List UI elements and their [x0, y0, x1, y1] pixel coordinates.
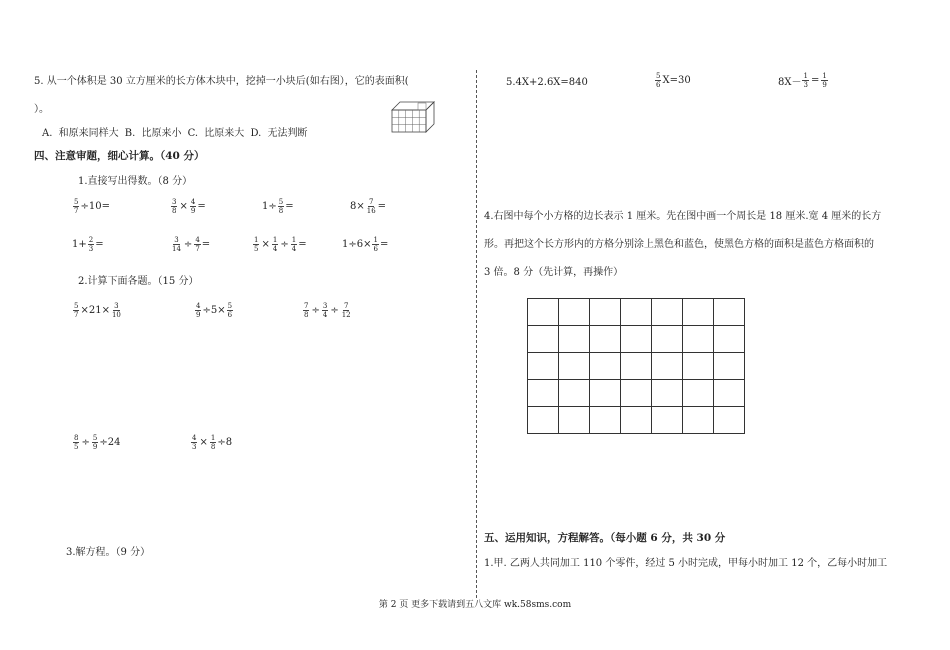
grid-cell[interactable] [621, 299, 652, 326]
grid-cell[interactable] [590, 380, 621, 407]
grid-cell[interactable] [590, 326, 621, 353]
grid-cell[interactable] [559, 326, 590, 353]
q4-line1: 4.右图中每个小方格的边长表示 1 厘米。先在图中画一个周长是 18 厘米.宽 4 厘米的长方 [484, 211, 882, 222]
grid-row [528, 407, 745, 434]
grid-cell[interactable] [714, 407, 745, 434]
q5-line1: 5. 从一个体积是 30 立方厘米的长方体木块中，挖掉一小块后(如右图），它的表面积( [34, 76, 409, 87]
grid-cell[interactable] [652, 353, 683, 380]
grid-cell[interactable] [528, 407, 559, 434]
grid-cell[interactable] [528, 326, 559, 353]
p1-expr-6: $\frac{3}{14}$ ÷ $\frac{4}{7}$ = [172, 236, 211, 253]
p1-expr-3: 1÷ $\frac{5}{8}$ = [262, 198, 294, 215]
p1-expr-8: 1÷6× $\frac{1}{6}$ = [342, 236, 389, 253]
grid-cell[interactable] [714, 326, 745, 353]
p1-expr-2: $\frac{3}{8}$ × $\frac{4}{9}$ = [172, 198, 206, 215]
q4-line2: 形。再把这个长方形内的方格分别涂上黑色和蓝色，使黑色方格的面积是蓝色方格面积的 [484, 239, 874, 250]
grid-cell[interactable] [683, 380, 714, 407]
cuboid-figure [390, 100, 436, 134]
grid-cell[interactable] [621, 407, 652, 434]
grid-cell[interactable] [528, 380, 559, 407]
grid-cell[interactable] [683, 353, 714, 380]
grid-cell[interactable] [714, 353, 745, 380]
grid-row [528, 326, 745, 353]
p1-expr-7: $\frac{1}{5}$ × $\frac{1}{4}$ ÷ $\frac{1}{4}$ = [254, 236, 307, 253]
p1-expr-1: $\frac{5}{7}$ ÷10= [74, 198, 110, 215]
grid-cell[interactable] [652, 407, 683, 434]
grid-cell[interactable] [621, 380, 652, 407]
grid-cell[interactable] [652, 380, 683, 407]
section5-q1: 1.甲. 乙两人共同加工 110 个零件，经过 5 小时完成，甲每小时加工 12 个，乙每小时加工 [484, 558, 888, 569]
grid-cell[interactable] [590, 353, 621, 380]
p2-expr-3: $\frac{7}{8}$ ÷ $\frac{3}{4}$ ÷ $\frac{7}{12}$ [304, 302, 351, 319]
grid-cell[interactable] [559, 380, 590, 407]
grid-cell[interactable] [621, 353, 652, 380]
square-grid[interactable] [527, 298, 745, 434]
p2-expr-2: $\frac{4}{9}$ ÷5× $\frac{5}{6}$ [196, 302, 233, 319]
q4-line3: 3 倍。8 分（先计算，再操作） [484, 267, 624, 278]
column-divider [476, 70, 477, 598]
equation-2: $\frac{5}{6}$ X=30 [656, 72, 691, 89]
grid-cell[interactable] [590, 407, 621, 434]
grid-row [528, 299, 745, 326]
grid-cell[interactable] [652, 326, 683, 353]
section4-title: 四、注意审题，细心计算。（40 分） [34, 150, 205, 162]
p2-expr-1: $\frac{5}{7}$ ×21× $\frac{3}{10}$ [74, 302, 121, 319]
grid-cell[interactable] [683, 407, 714, 434]
part3-title: 3.解方程。（9 分） [66, 547, 151, 558]
grid-cell[interactable] [528, 299, 559, 326]
grid-cell[interactable] [528, 353, 559, 380]
grid-cell[interactable] [559, 353, 590, 380]
grid-cell[interactable] [683, 326, 714, 353]
grid-cell[interactable] [590, 299, 621, 326]
grid-row [528, 380, 745, 407]
page-footer: 第 2 页 更多下载请到五八文库 wk.58sms.com [378, 600, 572, 610]
grid-cell[interactable] [714, 380, 745, 407]
grid-cell[interactable] [559, 299, 590, 326]
q5-options: A. 和原来同样大 B. 比原来小 C. 比原来大 D. 无法判断 [42, 128, 308, 139]
grid-cell[interactable] [559, 407, 590, 434]
q5-line2: ）。 [34, 104, 49, 115]
section5-title: 五、运用知识，方程解答。（每小题 6 分，共 30 分 [484, 532, 726, 544]
p1-expr-5: 1+ $\frac{2}{3}$ = [72, 236, 104, 253]
grid-cell[interactable] [683, 299, 714, 326]
part1-title: 1.直接写出得数。（8 分） [78, 176, 193, 187]
grid-cell[interactable] [714, 299, 745, 326]
grid-row [528, 353, 745, 380]
equation-1: 5.4X+2.6X=840 [506, 77, 588, 88]
p2-expr-5: $\frac{4}{3}$ × $\frac{1}{8}$ ÷8 [192, 434, 233, 451]
grid-cell[interactable] [652, 299, 683, 326]
p1-expr-4: 8× $\frac{7}{16}$ = [350, 198, 387, 215]
part2-title: 2.计算下面各题。（15 分） [78, 276, 199, 287]
p2-expr-4: $\frac{8}{5}$ ÷ $\frac{5}{9}$ ÷24 [74, 434, 121, 451]
equation-3: 8X－ $\frac{1}{3}$ = $\frac{1}{9}$ [778, 72, 827, 89]
grid-cell[interactable] [621, 326, 652, 353]
